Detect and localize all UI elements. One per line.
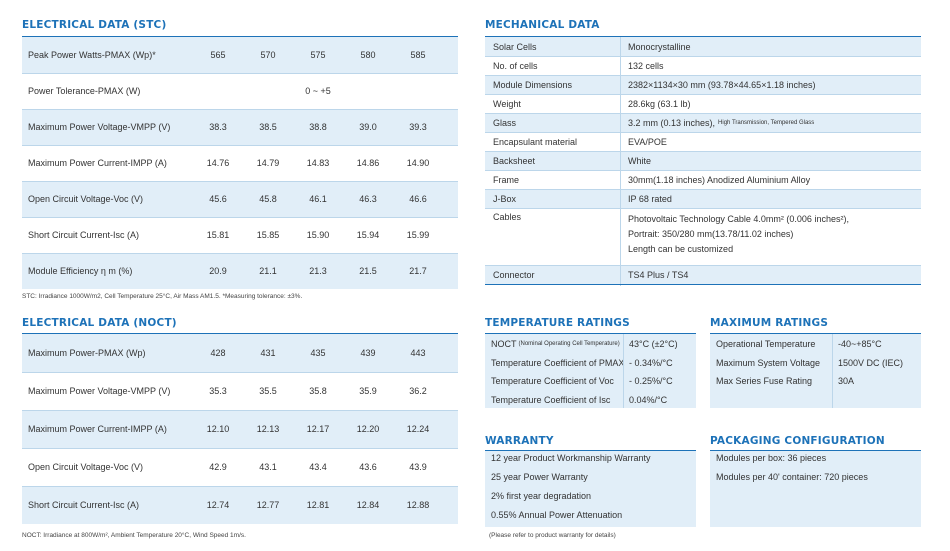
stc-cell: 585 <box>410 50 426 60</box>
noct-cell: 12.74 <box>206 500 230 510</box>
stc-cell: 15.85 <box>256 230 280 240</box>
mechanical-value <box>628 151 651 170</box>
noct-row-label: Maximum Power Voltage-VMPP (V) <box>28 386 171 396</box>
noct-cell: 12.24 <box>406 424 430 434</box>
mechanical-row-divider <box>485 132 921 133</box>
stc-cell: 46.1 <box>309 194 327 204</box>
stc-row <box>22 37 458 73</box>
mechanical-label: Weight <box>493 98 521 109</box>
mechanical-label: J-Box <box>493 193 517 204</box>
mechanical-row <box>485 189 921 208</box>
stc-cell: 14.79 <box>256 158 280 168</box>
mechanical-value <box>628 94 691 113</box>
stc-cell: 46.3 <box>359 194 377 204</box>
stc-cell: 21.1 <box>259 266 277 276</box>
temperature-title: TEMPERATURE RATINGS <box>485 317 630 329</box>
noct-cell: 12.10 <box>206 424 230 434</box>
mechanical-row <box>485 113 921 132</box>
mechanical-table <box>485 37 921 286</box>
warranty-item: 25 year Power Warranty <box>491 472 588 482</box>
stc-row-label: Maximum Power Current-IMPP (A) <box>28 158 167 168</box>
noct-cell: 12.20 <box>356 424 380 434</box>
stc-cell: 38.5 <box>259 122 277 132</box>
mechanical-value <box>628 37 691 56</box>
packaging-item: Modules per box: 36 pieces <box>716 453 827 463</box>
temperature-row <box>485 372 696 390</box>
stc-row <box>22 109 458 145</box>
noct-cell: 35.3 <box>209 386 227 396</box>
mechanical-label: No. of cells <box>493 60 538 71</box>
stc-cell: 46.6 <box>409 194 427 204</box>
mechanical-label: Encapsulant material <box>493 136 578 147</box>
mechanical-row <box>485 56 921 75</box>
stc-cell: 21.3 <box>309 266 327 276</box>
temperature-label-text: Temperature Coefficient of PMAX <box>491 357 625 368</box>
mechanical-row-divider <box>485 170 921 171</box>
stc-cell: 570 <box>260 50 276 60</box>
noct-row <box>22 448 458 486</box>
maximum-value: 30A <box>838 376 855 386</box>
noct-row-label: Open Circuit Voltage-Voc (V) <box>28 462 144 472</box>
stc-row-label: Module Efficiency η m (%) <box>28 266 133 276</box>
mechanical-label: Solar Cells <box>493 41 537 52</box>
warranty-note: (Please refer to product warranty for details) <box>489 532 616 539</box>
noct-cell: 35.9 <box>359 386 377 396</box>
stc-cell: 14.83 <box>306 158 330 168</box>
stc-row-label: Open Circuit Voltage-Voc (V) <box>28 194 144 204</box>
temperature-value: 43°C (±2°C) <box>629 339 678 349</box>
maximum-label <box>716 335 815 353</box>
mechanical-row <box>485 170 921 189</box>
warranty-list <box>485 451 696 527</box>
packaging-list <box>710 451 921 527</box>
stc-cell: 580 <box>360 50 376 60</box>
stc-row-label: Peak Power Watts-PMAX (Wp)* <box>28 50 156 60</box>
noct-cell: 443 <box>410 348 426 358</box>
noct-cell: 12.13 <box>256 424 280 434</box>
packaging-title: PACKAGING CONFIGURATION <box>710 435 885 447</box>
mechanical-value-text: IP 68 rated <box>628 193 672 204</box>
noct-cell: 428 <box>210 348 226 358</box>
temperature-value: - 0.25%/°C <box>629 376 673 386</box>
mechanical-value-note: High Transmission, Tempered Glass <box>718 119 815 126</box>
stc-cell: 14.86 <box>356 158 380 168</box>
stc-cell: 15.90 <box>306 230 330 240</box>
noct-cell: 12.88 <box>406 500 430 510</box>
mechanical-value-text: 28.6kg (63.1 lb) <box>628 98 691 109</box>
mechanical-value <box>628 189 672 208</box>
temperature-label <box>491 372 614 390</box>
stc-cell: 38.8 <box>309 122 327 132</box>
stc-cell: 20.9 <box>209 266 227 276</box>
mechanical-value-text: TS4 Plus / TS4 <box>628 269 689 280</box>
noct-cell: 43.6 <box>359 462 377 472</box>
maximum-label <box>716 372 812 390</box>
mechanical-value-text: 132 cells <box>628 60 664 71</box>
mechanical-value-line: Photovoltaic Technology Cable 4.0mm² (0.006 inches²), <box>628 214 849 224</box>
noct-row-divider <box>22 486 458 487</box>
noct-row <box>22 486 458 524</box>
mechanical-title: MECHANICAL DATA <box>485 19 600 31</box>
temperature-row <box>485 354 696 372</box>
maximum-label-text: Max Series Fuse Rating <box>716 376 813 386</box>
mechanical-label: Connector <box>493 269 535 280</box>
mechanical-row-divider <box>485 56 921 57</box>
noct-cell: 12.84 <box>356 500 380 510</box>
maximum-label <box>716 354 820 372</box>
stc-row-divider <box>22 253 458 254</box>
mechanical-value-lines <box>628 208 849 265</box>
temperature-value: 0.04%/°C <box>629 394 668 405</box>
stc-cell: 39.3 <box>409 122 427 132</box>
maximum-column-divider <box>832 334 833 408</box>
mechanical-label: Cables <box>493 212 522 222</box>
stc-row-divider <box>22 109 458 110</box>
mechanical-value-line: Portrait: 350/280 mm(13.78/11.02 inches) <box>628 229 794 239</box>
stc-row <box>22 217 458 253</box>
mechanical-bottom-rule <box>485 284 921 285</box>
stc-cell: 15.81 <box>206 230 230 240</box>
mechanical-label: Frame <box>493 174 520 185</box>
noct-table <box>22 334 458 524</box>
noct-row-divider <box>22 372 458 373</box>
maximum-row <box>710 372 921 390</box>
mechanical-row-divider <box>485 75 921 76</box>
mechanical-row <box>485 151 921 170</box>
mechanical-row <box>485 94 921 113</box>
mechanical-value <box>628 170 810 189</box>
temperature-label <box>491 335 620 353</box>
maximum-row <box>710 335 921 353</box>
stc-row-label: Short Circuit Current-Isc (A) <box>28 230 140 240</box>
noct-row-label: Maximum Power Current-IMPP (A) <box>28 424 167 434</box>
stc-title: ELECTRICAL DATA (STC) <box>22 19 167 31</box>
maximum-label-text: Maximum System Voltage <box>716 357 821 368</box>
maximum-row <box>710 354 921 372</box>
noct-cell: 35.8 <box>309 386 327 396</box>
noct-row-divider <box>22 448 458 449</box>
mechanical-row-divider <box>485 151 921 152</box>
mechanical-row-divider <box>485 94 921 95</box>
mechanical-value <box>628 56 664 75</box>
maximum-table <box>710 334 921 408</box>
temperature-label-text: NOCT <box>491 339 517 349</box>
noct-cell: 42.9 <box>209 462 227 472</box>
stc-cell: 21.5 <box>359 266 377 276</box>
mechanical-row-divider <box>485 113 921 114</box>
mechanical-row <box>485 208 921 265</box>
noct-cell: 43.1 <box>259 462 277 472</box>
mechanical-label: Glass <box>493 117 517 128</box>
temperature-value: - 0.34%/°C <box>629 357 673 368</box>
mechanical-value-text: White <box>628 155 652 166</box>
mechanical-value <box>628 75 815 94</box>
stc-row-divider <box>22 181 458 182</box>
mechanical-label: Backsheet <box>493 155 536 166</box>
noct-row-divider <box>22 410 458 411</box>
mechanical-row-divider <box>485 189 921 190</box>
mechanical-value-text: 30mm(1.18 inches) Anodized Aluminium Alloy <box>628 174 811 185</box>
noct-row-label: Maximum Power-PMAX (Wp) <box>28 348 146 358</box>
stc-row <box>22 253 458 289</box>
stc-row-label: Power Tolerance-PMAX (W) <box>28 86 141 96</box>
mechanical-row-divider <box>485 265 921 266</box>
stc-table <box>22 37 458 288</box>
stc-cell: 39.0 <box>359 122 377 132</box>
stc-cell: 15.99 <box>406 230 430 240</box>
warranty-item: 0.55% Annual Power Attenuation <box>491 510 623 520</box>
noct-note: NOCT: Irradiance at 800W/m², Ambient Temperature 20°C, Wind Speed 1m/s. <box>22 532 246 539</box>
mechanical-value-text: 3.2 mm (0.13 inches), <box>628 117 716 128</box>
stc-cell: 45.6 <box>209 194 227 204</box>
noct-row <box>22 334 458 372</box>
stc-row <box>22 145 458 181</box>
mechanical-row-divider <box>485 208 921 209</box>
stc-cell: 45.8 <box>259 194 277 204</box>
noct-cell: 431 <box>260 348 276 358</box>
mechanical-column-divider <box>620 37 621 286</box>
maximum-value: -40~+85°C <box>838 339 882 349</box>
noct-cell: 43.9 <box>409 462 427 472</box>
temperature-label-text: Temperature Coefficient of Isc <box>491 394 611 405</box>
temperature-label-note: (Nominal Operating Cell Temperature) <box>518 341 620 347</box>
noct-cell: 439 <box>360 348 376 358</box>
noct-cell: 12.81 <box>306 500 330 510</box>
stc-cell: 21.7 <box>409 266 427 276</box>
noct-cell: 43.4 <box>309 462 327 472</box>
noct-cell: 36.2 <box>409 386 427 396</box>
temperature-column-divider <box>623 334 624 408</box>
mechanical-label: Module Dimensions <box>493 79 573 90</box>
maximum-title: MAXIMUM RATINGS <box>710 317 829 329</box>
mechanical-value-text: Monocrystalline <box>628 41 691 52</box>
mechanical-value-text: EVA/POE <box>628 136 667 147</box>
noct-cell: 12.17 <box>306 424 330 434</box>
stc-note: STC: Irradiance 1000W/m2, Cell Temperature 25°C, Air Mass AM1.5. *Measuring tolerance: ±3%. <box>22 293 303 300</box>
mechanical-value-text: 2382×1134×30 mm (93.78×44.65×1.18 inches) <box>628 79 816 90</box>
noct-cell: 12.77 <box>256 500 280 510</box>
noct-cell: 435 <box>310 348 326 358</box>
stc-row <box>22 73 458 109</box>
stc-row <box>22 181 458 217</box>
stc-cell: 14.90 <box>406 158 430 168</box>
warranty-item: 2% first year degradation <box>491 491 592 501</box>
stc-row-divider <box>22 217 458 218</box>
maximum-label-text: Operational Temperature <box>716 339 816 349</box>
stc-cell: 575 <box>310 50 326 60</box>
noct-row-label: Short Circuit Current-Isc (A) <box>28 500 140 510</box>
temperature-label <box>491 354 624 372</box>
mechanical-row <box>485 265 921 284</box>
mechanical-value <box>628 132 667 151</box>
maximum-value: 1500V DC (IEC) <box>838 357 904 368</box>
mechanical-value-line: Length can be customized <box>628 244 734 254</box>
mechanical-row <box>485 37 921 56</box>
stc-cell: 15.94 <box>356 230 380 240</box>
temperature-table <box>485 334 696 408</box>
temperature-label-text: Temperature Coefficient of Voc <box>491 376 614 386</box>
warranty-item: 12 year Product Workmanship Warranty <box>491 453 651 463</box>
mechanical-value <box>628 265 688 284</box>
noct-cell: 35.5 <box>259 386 277 396</box>
noct-title: ELECTRICAL DATA (NOCT) <box>22 317 177 329</box>
noct-row <box>22 410 458 448</box>
mechanical-row <box>485 75 921 94</box>
mechanical-value <box>628 113 814 132</box>
warranty-title: WARRANTY <box>485 435 554 447</box>
stc-row-span-value: 0 ~ +5 <box>305 86 331 96</box>
packaging-item: Modules per 40' container: 720 pieces <box>716 472 868 482</box>
stc-cell: 14.76 <box>206 158 230 168</box>
mechanical-row <box>485 132 921 151</box>
stc-row-divider <box>22 73 458 74</box>
noct-row <box>22 372 458 410</box>
temperature-row <box>485 391 696 409</box>
temperature-row <box>485 335 696 353</box>
stc-cell: 38.3 <box>209 122 227 132</box>
stc-row-divider <box>22 145 458 146</box>
temperature-label <box>491 391 610 409</box>
stc-row-label: Maximum Power Voltage-VMPP (V) <box>28 122 171 132</box>
stc-cell: 565 <box>210 50 226 60</box>
